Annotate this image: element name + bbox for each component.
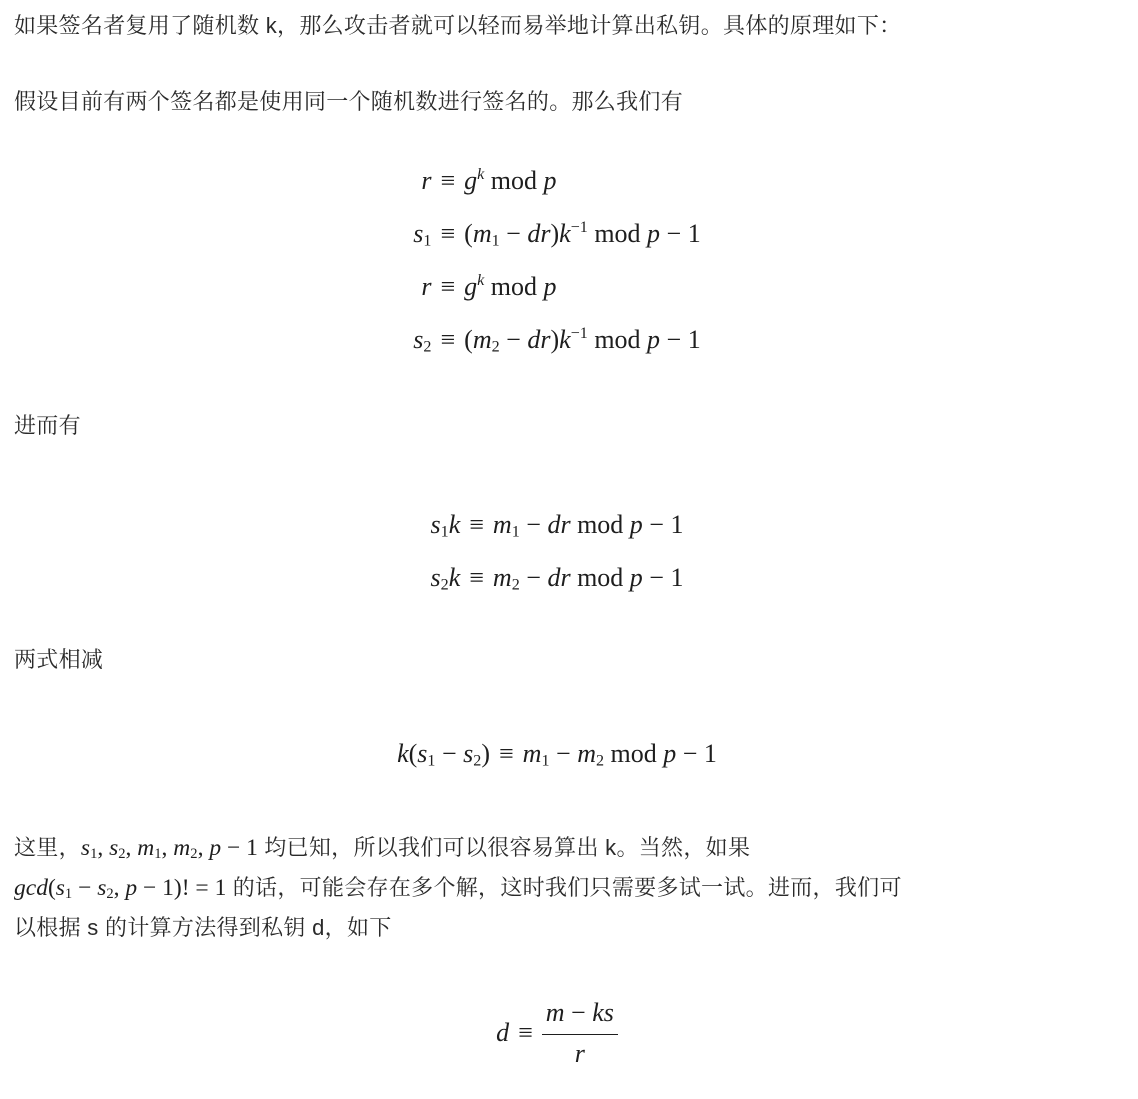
math-variable: s: [413, 325, 424, 354]
math-variable: m: [492, 563, 512, 592]
subscript: 2: [511, 576, 520, 594]
math-variable: p: [647, 325, 661, 354]
paragraph-intro: 如果签名者复用了随机数 k，那么攻击者就可以轻而易举地计算出私钥。具体的原理如下：: [14, 13, 902, 38]
math-variable: m: [545, 998, 565, 1027]
math-variable: m: [472, 219, 492, 248]
math-variable: s: [463, 739, 474, 768]
math-variable: d: [36, 875, 48, 901]
equation-lhs: [496, 1013, 509, 1053]
inline-math-segment: s1, s2, m1, m2, p − 1: [80, 835, 258, 863]
text-segment: 这里，: [14, 835, 81, 860]
subscript: 2: [473, 752, 482, 770]
math-variable: k: [592, 998, 604, 1027]
math-variable: p: [663, 739, 677, 768]
math-variable: d: [496, 1018, 510, 1048]
equation-rhs: m1 − dr mod p − 1: [492, 510, 684, 541]
equation-lhs: k(s1 − s2): [397, 739, 490, 770]
paragraph-furthermore: 进而有: [14, 413, 81, 438]
paragraph-known-values: [14, 828, 1124, 947]
equation-lhs: [413, 214, 431, 254]
math-variable: p: [647, 219, 661, 248]
math-variable: r: [560, 510, 571, 539]
math-variable: s: [417, 739, 428, 768]
subscript: 1: [427, 752, 436, 770]
math-variable: p: [543, 166, 557, 195]
math-variable: m: [137, 835, 155, 861]
equation-rhs: [464, 267, 556, 307]
equation-rhs: $(m2 - dr)k^{-1}$ mod p − 1: [464, 325, 701, 356]
subscript: 1: [491, 232, 500, 250]
mod-operator: mod: [594, 219, 641, 248]
math-variable: d: [527, 325, 541, 354]
math-variable: g: [464, 272, 478, 301]
mod-operator: mod: [577, 563, 624, 592]
subscript: 2: [423, 338, 432, 356]
math-variable: k: [477, 166, 485, 184]
equation-rhs: $(m1 - dr)k^{-1}$ mod p − 1: [464, 219, 701, 250]
equation-rhs: m2 − dr mod p − 1: [492, 563, 684, 594]
paragraph-subtract: 两式相减: [14, 647, 104, 672]
equation-relation: ≡: [440, 325, 456, 354]
equation-block-private-key: [496, 998, 618, 1069]
equation-relation: ≡: [440, 272, 456, 301]
math-variable: r: [540, 219, 551, 248]
document-content: [14, 8, 1124, 1069]
subscript: 1: [541, 752, 550, 770]
math-variable: r: [540, 325, 551, 354]
equation-block-difference: [397, 734, 717, 774]
math-variable: d: [527, 219, 541, 248]
math-variable: m: [522, 739, 542, 768]
text-segment: 的话，可能会存在多个解，这时我们只需要多试一试。进而，我们可: [226, 875, 902, 900]
mod-operator: mod: [577, 510, 624, 539]
fraction: [542, 998, 618, 1069]
equation-relation: ≡: [469, 510, 484, 539]
math-variable: s: [413, 219, 424, 248]
equation-relation: ≡: [469, 563, 484, 592]
mod-operator: mod: [594, 325, 641, 354]
math-variable: s: [430, 563, 441, 592]
superscript: −1: [570, 219, 588, 237]
equation-relation: ≡: [440, 219, 456, 248]
math-variable: s: [80, 835, 91, 861]
math-variable: r: [560, 563, 571, 592]
math-variable: d: [547, 510, 561, 539]
subscript: 2: [595, 752, 605, 770]
superscript: [477, 272, 484, 289]
math-variable: p: [629, 563, 643, 592]
math-variable: s: [97, 875, 107, 901]
math-variable: g: [14, 875, 26, 901]
mod-operator: mod: [490, 272, 538, 301]
math-variable: m: [472, 325, 492, 354]
fraction-denominator: [542, 1039, 618, 1069]
math-variable: k: [448, 510, 461, 539]
equation-block-multiplied: [431, 505, 684, 598]
equation-relation: ≡: [440, 166, 456, 195]
subscript: 2: [106, 886, 114, 903]
equation-rhs: m1 − m2 mod p − 1: [522, 739, 717, 770]
math-variable: c: [25, 875, 37, 901]
math-variable: m: [492, 510, 512, 539]
math-variable: r: [421, 272, 432, 301]
math-variable: k: [559, 219, 571, 248]
math-variable: d: [547, 563, 561, 592]
subscript: 1: [440, 523, 449, 541]
superscript: −1: [570, 325, 588, 343]
equation-rhs: [542, 998, 618, 1069]
math-variable: s: [430, 510, 441, 539]
equation-lhs: [413, 320, 431, 360]
equation-relation: ≡: [499, 739, 514, 768]
mod-operator: mod: [490, 166, 538, 195]
math-variable: m: [173, 835, 191, 861]
text-segment: 均已知，所以我们可以很容易算出 k。当然，如果: [257, 835, 751, 860]
subscript: 1: [154, 846, 162, 863]
subscript: 2: [190, 846, 198, 863]
subscript: 1: [423, 232, 432, 250]
math-variable: m: [577, 739, 596, 768]
math-variable: k: [397, 739, 409, 768]
paragraph-line: [14, 828, 1124, 868]
subscript: 1: [64, 886, 73, 903]
math-variable: p: [125, 875, 138, 901]
math-variable: k: [477, 272, 485, 290]
equation-lhs: [421, 161, 431, 201]
paragraph-assumption: 假设目前有两个签名都是使用同一个随机数进行签名的。那么我们有: [14, 89, 684, 114]
math-variable: k: [448, 563, 461, 592]
subscript: 2: [491, 338, 500, 356]
equation-relation: ≡: [518, 1018, 533, 1048]
subscript: 2: [440, 576, 449, 594]
paragraph-line: [14, 908, 1124, 947]
math-variable: g: [464, 166, 478, 195]
math-variable: s: [603, 998, 614, 1027]
text-segment: 以根据 s 的计算方法得到私钥 d，如下: [14, 915, 392, 940]
math-variable: s: [55, 875, 65, 901]
equation-lhs: [431, 558, 461, 598]
subscript: 1: [511, 523, 520, 541]
subscript: 1: [90, 846, 98, 863]
math-variable: s: [109, 835, 119, 861]
mod-operator: mod: [610, 739, 657, 768]
math-variable: p: [543, 272, 557, 301]
equation-rhs: [464, 161, 556, 201]
math-variable: r: [421, 166, 432, 195]
equation-block-two-signatures: [413, 161, 700, 360]
math-variable: k: [559, 325, 571, 354]
superscript: [477, 166, 484, 183]
math-variable: p: [209, 835, 222, 861]
math-variable: r: [574, 1038, 585, 1068]
equation-lhs: [421, 267, 431, 307]
fraction-numerator: m − ks: [545, 998, 614, 1027]
subscript: 2: [118, 846, 126, 863]
math-variable: p: [629, 510, 643, 539]
inline-math-segment: gcd(s1 − s2, p − 1)! = 1: [14, 875, 227, 903]
fraction-bar: [542, 1034, 618, 1035]
paragraph-line: [14, 868, 1124, 908]
equation-lhs: [431, 505, 461, 545]
